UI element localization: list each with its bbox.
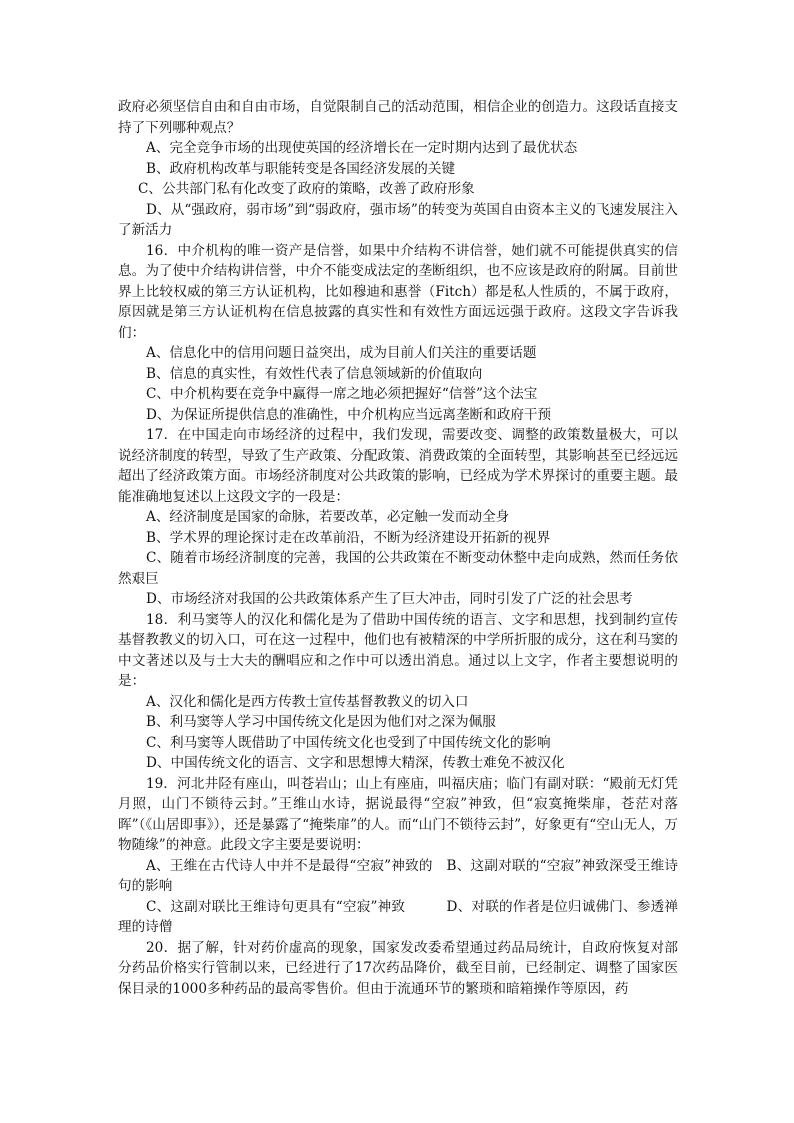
q17-option-b: B、学术界的理论探讨走在改革前沿，不断为经济建设开拓新的视界: [146, 529, 551, 546]
q15-option-a: A、完全竞争市场的出现使英国的经济增长在一定时期内达到了最优状态: [146, 140, 578, 156]
q16-option-b: B、信息的真实性，有效性代表了信息领域新的价值取向: [146, 365, 483, 382]
document-page: [118, 97, 678, 999]
q18-option-d: D、中国传统文化的语言、文字和思想博大精深，传教士难免不被汉化: [146, 755, 565, 771]
q15-option-c: C、公共部门私有化改变了政府的策略，改善了政府形象: [138, 181, 475, 197]
q15-option-b: B、政府机构改革与职能转变是各国经济发展的关键: [146, 160, 456, 177]
q17-option-d: D、市场经济对我国的公共政策体系产生了巨大冲击，同时引发了广泛的社会思考: [146, 591, 633, 607]
q17-option-c: C、随着市场经济制度的完善，我国的公共政策在不断变动休整中走向成熟，然而任务依然艰巨: [118, 550, 678, 587]
q16-option-d: D、为保证所提供信息的准确性，中介机构应当远离垄断和政府干预: [146, 406, 552, 423]
q15-stem-tail: 政府必须坚信自由和自由市场，自觉限制自己的活动范围，相信企业的创造力。这段话直接支持了下列哪种观点？: [118, 99, 678, 136]
q18-option-c: C、利马窦等人既借助了中国传统文化也受到了中国传统文化的影响: [146, 734, 551, 751]
q16-option-c: C、中介机构要在竞争中赢得一席之地必须把握好“信誉”这个法宝: [146, 386, 538, 402]
q18-stem: 18．利马窦等人的汉化和儒化是为了借助中国传统的语言、文字和思想，找到制约宣传基督教教义的切入口，可在这一过程中，他们也有被精深的中学所折服的成分，这在利马窦的中文著述以及与士大夫的酬唱应和之作中可以透出消息。通过以上文字，作者主要想说明的是：: [118, 611, 678, 689]
q19-options-ab: A、王维在古代诗人中并不是最得“空寂”神致的 B、这副对联的“空寂”神致深受王维诗句的影响: [118, 857, 678, 894]
q20-stem: 20．据了解，针对药价虚高的现象，国家发改委希望通过药品局统计，自政府恢复对部分药品价格实行管制以来，已经进行了17次药品降价，截至目前，已经制定、调整了国家医保目录的1000多种药品的最高零售价。但由于流通环节的繁琐和暗箱操作等原因，药: [118, 939, 678, 997]
q15-option-d: D、从“强政府，弱市场”到“弱政府，强市场”的转变为英国自由资本主义的飞速发展注入了新活力: [118, 201, 678, 238]
q19-options-cd: C、这副对联比王维诗句更具有“空寂”神致 D、对联的作者是位归诚佛门、参透禅理的诗僧: [118, 898, 678, 935]
q18-option-a: A、汉化和儒化是西方传教士宣传基督教教义的切入口: [146, 693, 469, 710]
q17-option-a: A、经济制度是国家的命脉，若要改革，必定触一发而动全身: [146, 509, 510, 525]
q17-stem: 17．在中国走向市场经济的过程中，我们发现，需要改变、调整的政策数量极大，可以说经济制度的转型，导致了生产政策、分配政策、消费政策的全面转型，其影响甚至已经远远超出了经济政策方面。市场经济制度对公共政策的影响，已经成为学术界探讨的重要主题。最能准确地复述以上这段文字的一段是：: [118, 427, 678, 505]
q18-option-b: B、利马窦等人学习中国传统文化是因为他们对之深为佩服: [146, 714, 496, 730]
q16-option-a: A、信息化中的信用问题日益突出，成为目前人们关注的重要话题: [146, 345, 537, 361]
q16-stem: 16．中介机构的唯一资产是信誉，如果中介结构不讲信誉，她们就不可能提供真实的信息。为了使中介结构讲信誉，中介不能变成法定的垄断组织，也不应该是政府的附属。目前世界上比较权威的第三方认证机构，比如穆迪和惠誉（Fitch）都是私人性质的，不属于政府，原因就是第三方认证机构在信息披露的真实性和有效性方面远远强于政府。这段文字告诉我们：: [118, 242, 678, 341]
q19-stem: 19．河北井陉有座山，叫苍岩山；山上有座庙，叫福庆庙；临门有副对联：“殿前无灯凭月照，山门不锁待云封。”王维山水诗，据说最得“空寂”神致，但“寂寞掩柴扉，苍茫对落晖”（《山居即事》），还是暴露了“掩柴扉”的人。而“山门不锁待云封”，好象更有“空山无人，万物随缘”的神意。此段文字主要是要说明：: [118, 775, 678, 853]
